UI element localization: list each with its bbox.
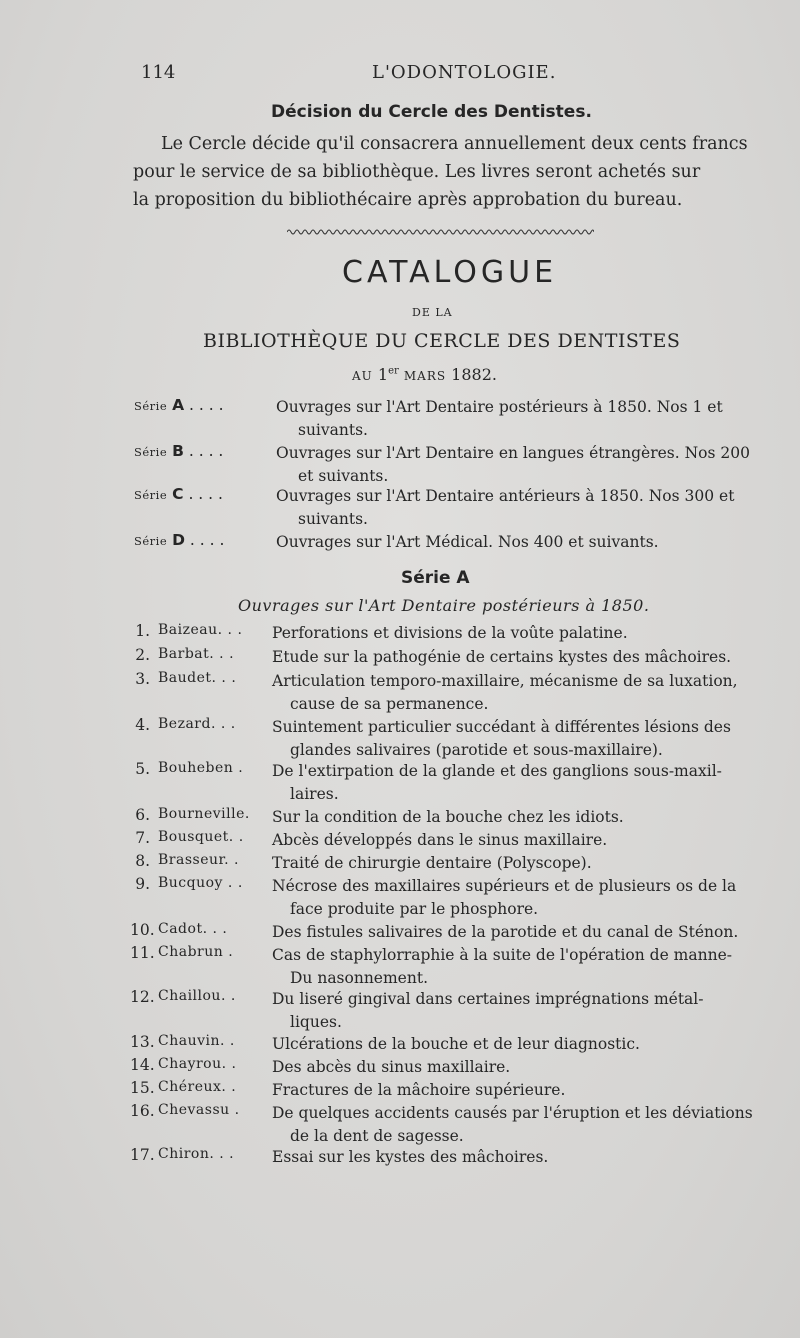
- catalogue-de-la: DE LA: [412, 306, 453, 319]
- catalogue-title: CATALOGUE: [342, 255, 558, 290]
- decision-heading: Décision du Cercle des Dentistes.: [271, 102, 592, 122]
- date-month: MARS: [403, 369, 447, 383]
- series-label: Série B . . . .: [134, 442, 224, 460]
- decision-line: pour le service de sa bibliothèque. Les livres seront achetés sur: [133, 162, 701, 182]
- decision-paragraph: [133, 130, 773, 214]
- series-description: Ouvrages sur l'Art Médical. Nos 400 et suivants.: [276, 533, 659, 551]
- journal-title: L'ODONTOLOGIE.: [372, 62, 557, 83]
- decision-line: la proposition du bibliothécaire après approbation du bureau.: [133, 190, 683, 210]
- catalogue-date: [352, 365, 497, 384]
- series-description: Ouvrages sur l'Art Dentaire en langues étrangères. Nos 200 et suivants.: [276, 444, 750, 485]
- date-year: 1882.: [451, 365, 497, 384]
- serie-a-heading: Série A: [401, 568, 470, 588]
- catalogue-library-name: BIBLIOTHÈQUE DU CERCLE DES DENTISTES: [203, 330, 681, 352]
- scanned-page: 114 L'ODONTOLOGIE. Décision du Cercle des Dentistes. Le Cercle décide qu'il consacrera annuellement deux cents francs pour le service de sa bibliothèque. Les livres seront achetés sur la proposition du bibliothécaire après approbation du bureau. CATALOGUE DE LA BIBLIOTHÈQUE DU CERCLE DES DENTISTES AU 1er MARS 1882. Série A . . . . Ouvrages sur l'Art Dentaire postérieurs à 1850. Nos 1 et suivants. Série B . . . . Ouvrages sur l'Art Dentaire en langues étrangères. Nos 200 et suivants. Série C . . . . Ouvrages sur l'Art Dentaire antérieurs à 1850. Nos 300 et suivants. Série D . . . . Ouvrages sur l'Art Médical. Nos 400 et suivants. Série A Ouvrages sur l'Art Dentaire postérieurs à 1850. 1. Baizeau. . . Perforations et divisions de la voûte palatine. 2. Barbat. . . Etude sur la pathogénie de certains kystes des mâchoires. 3. Baudet. . . Articulation temporo-maxillaire, mécanisme de sa luxation, cause de sa permanence. 4. Bezard. . . Suintement particulier succédant à différentes lésions des glandes salivaires (parotide et sous-maxillaire). 5. Bouheben . De l'extirpation de la glande et des ganglions sous-maxil- laires. 6. Bourneville. Sur la condition de la bouche chez les idiots. 7. Bousquet. . Abcès développés dans le sinus maxillaire. 8. Brasseur. . Traité de chirurgie dentaire (Polyscope). 9. Bucquoy . . Nécrose des maxillaires supérieurs et de plusieurs os de la face produite par le phosphore. 10. Cadot. . . Des fistules salivaires de la parotide et du canal de Sténon. 11. Chabrun . Cas de staphylorraphie à la suite de l'opération de manne- Du nasonnement. 12. Chaillou. . Du liseré gingival dans certaines imprégnations métal- liques. 13. Chauvin. . Ulcérations de la bouche et de leur diagnostic. 14. Chayrou. . Des abcès du sinus maxillaire. 15. Chéreux. . Fractures de la mâchoire supérieure. 16. Chevassu . De quelques accidents causés par l'éruption et les déviations de la dent de sagesse. 17. Chiron. . . Essai sur les kystes des mâchoires.: [0, 0, 800, 1338]
- series-label: Série C . . . .: [134, 485, 223, 503]
- page-number: 114: [141, 62, 176, 83]
- wavy-divider: [287, 228, 594, 236]
- series-label: Série D . . . .: [134, 531, 225, 549]
- series-description: Ouvrages sur l'Art Dentaire postérieurs à 1850. Nos 1 et suivants.: [276, 398, 723, 439]
- serie-a-subtitle: Ouvrages sur l'Art Dentaire postérieurs à 1850.: [238, 596, 650, 615]
- decision-line: Le Cercle décide qu'il consacrera annuellement deux cents francs: [161, 134, 748, 154]
- series-description: Ouvrages sur l'Art Dentaire antérieurs à 1850. Nos 300 et suivants.: [276, 487, 735, 528]
- date-prefix: AU: [352, 369, 373, 383]
- date-day: 1: [377, 365, 389, 384]
- date-sup: er: [388, 365, 399, 377]
- series-label: Série A . . . .: [134, 396, 224, 414]
